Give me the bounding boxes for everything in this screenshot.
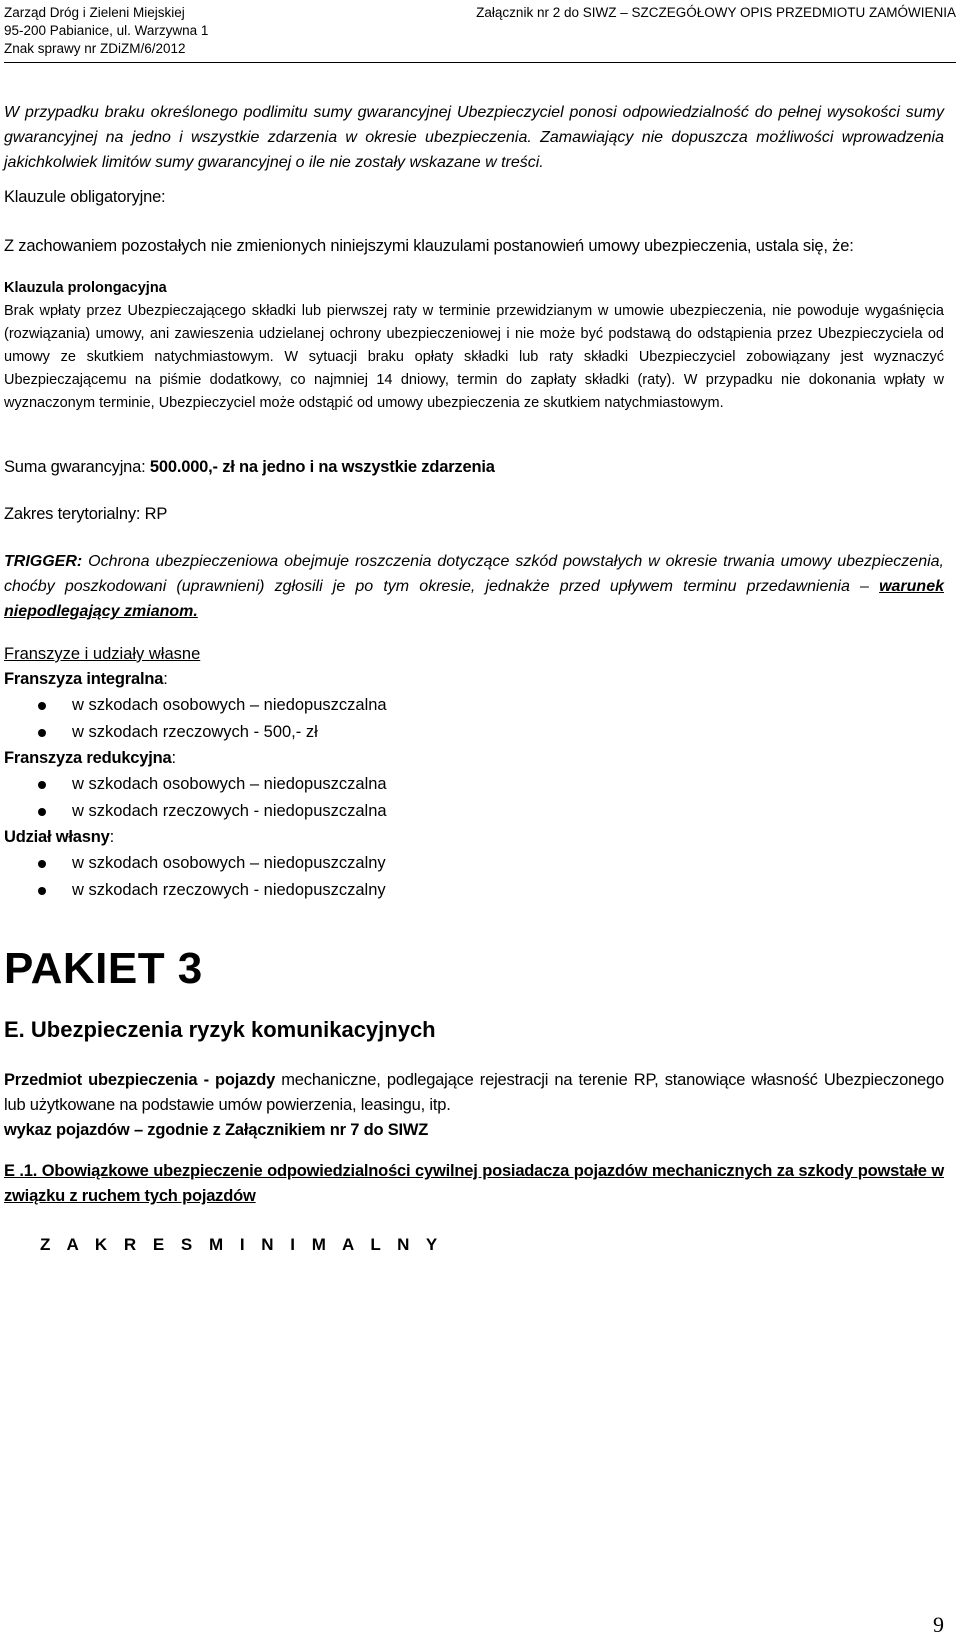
franszyza-list — [4, 850, 944, 904]
header-issuer-line: 95-200 Pabianice, ul. Warzywna 1 — [4, 23, 209, 38]
bullet-icon — [38, 808, 46, 816]
page-content — [4, 100, 944, 1255]
bullet-icon — [38, 729, 46, 737]
franszyza-list — [4, 692, 944, 746]
prolong-heading: Klauzula prolongacyjna — [4, 280, 167, 296]
header-issuer-line: Znak sprawy nr ZDiZM/6/2012 — [4, 41, 186, 56]
list-item — [4, 692, 944, 719]
list-item-text: w szkodach osobowych – niedopuszczalny — [72, 854, 386, 872]
intro-paragraph: W przypadku braku określonego podlimitu sumy gwarancyjnej Ubezpieczyciel ponosi odpowiedzialność do pełnej wysokości sumy gwarancyjnej na jedno i wszystkie zdarzenia w okresie ubezpieczenia. Zamawiający nie dopuszcza możliwości wprowadzenia jakichkolwiek limitów sumy gwarancyjnej o ile nie zostały wskazane w treści. — [4, 104, 944, 171]
przedmiot-text: mechaniczne, podlegające rejestracji na terenie RP, stanowiące własność Ubezpieczonego lub użytkowane na podstawie umów powierzenia, leasingu, itp. — [4, 1071, 944, 1114]
group-title-bold: Udział własny — [4, 828, 110, 846]
przedmiot-bold: Przedmiot ubezpieczenia - pojazdy — [4, 1071, 276, 1089]
group-title-suffix: : — [171, 749, 176, 767]
list-item-text: w szkodach rzeczowych - niedopuszczalna — [72, 802, 387, 820]
franszyza-group-title — [4, 746, 944, 771]
franszyza-list — [4, 771, 944, 825]
page-number: 9 — [933, 1612, 944, 1637]
group-title-bold: Franszyza redukcyjna — [4, 749, 172, 767]
list-item-text: w szkodach rzeczowych - niedopuszczalny — [72, 881, 386, 899]
franszyza-group — [4, 825, 944, 904]
franszyza-group — [4, 746, 944, 825]
list-item — [4, 877, 944, 904]
header-issuer — [4, 4, 208, 58]
header-attachment-title: Załącznik nr 2 do SIWZ – SZCZEGÓŁOWY OPIS PRZEDMIOTU ZAMÓWIENIA — [476, 5, 956, 20]
wykaz-line: wykaz pojazdów – zgodnie z Załącznikiem nr 7 do SIWZ — [4, 1121, 429, 1139]
suma-value: 500.000,- zł na jedno i na wszystkie zdarzenia — [149, 458, 495, 476]
klauzule-heading: Klauzule obligatoryjne: — [4, 188, 166, 206]
list-item-text: w szkodach osobowych – niedopuszczalna — [72, 696, 387, 714]
list-item — [4, 719, 944, 746]
franszyza-group-title — [4, 825, 944, 850]
section-e-heading: E. Ubezpieczenia ryzyk komunikacyjnych — [4, 1017, 436, 1042]
bullet-icon — [38, 781, 46, 789]
prolong-text: Brak wpłaty przez Ubezpieczającego składki lub pierwszej raty w terminie przewidzianym w umowie ubezpieczenia, nie powoduje wygaśnięcia (rozwiązania) umowy, ani zawieszenia udzielanej ochrony ubezpieczeniowej i nie może być podstawą do odstąpienia przez Ubezpieczyciela od umowy ze skutkiem natychmiastowym. W sytuacji braku opłaty składki lub raty składki Ubezpieczyciel zobowiązany jest wyznaczyć Ubezpieczającemu na piśmie dodatkowy, co najmniej 14 dniowy, termin do zapłaty składki (raty). W przypadku nie dokonania wpłaty w wyznaczonym terminie, Ubezpieczyciel może odstąpić od umowy ubezpieczenia ze skutkiem natychmiastowym. — [4, 303, 944, 411]
trigger-label: TRIGGER: — [4, 553, 83, 570]
trigger-bold: warunek niepodlegający zmianom. — [4, 578, 944, 620]
franszyze-heading: Franszyze i udziały własne — [4, 645, 201, 663]
page-header — [4, 4, 956, 63]
franszyza-group — [4, 667, 944, 746]
przedmiot-paragraph — [4, 1068, 944, 1118]
trigger-text: Ochrona ubezpieczeniowa obejmuje roszczenia dotyczące szkód powstałych w okresie trwania umowy ubezpieczenia, choćby poszkodowani (uprawnieni) zgłosili je po tym okresie, jednakże przed upływem terminu przedawnienia – — [4, 553, 944, 595]
bullet-icon — [38, 887, 46, 895]
list-item-text: w szkodach osobowych – niedopuszczalna — [72, 775, 387, 793]
e1-heading: E .1. Obowiązkowe ubezpieczenie odpowiedzialności cywilnej posiadacza pojazdów mechanicznych za szkody powstałe w związku z ruchem tych pojazdów — [4, 1162, 944, 1205]
zakres-terytorialny: Zakres terytorialny: RP — [4, 505, 168, 523]
bullet-icon — [38, 860, 46, 868]
franszyza-group-title — [4, 667, 944, 692]
pakiet-heading: PAKIET 3 — [4, 944, 203, 993]
group-title-bold: Franszyza integralna — [4, 670, 164, 688]
trigger-paragraph — [4, 549, 944, 624]
list-item — [4, 850, 944, 877]
group-title-suffix: : — [109, 828, 114, 846]
bullet-icon — [38, 702, 46, 710]
zakres-minimalny: Z A K R E S M I N I M A L N Y — [40, 1235, 444, 1254]
header-issuer-line: Zarząd Dróg i Zieleni Miejskiej — [4, 5, 185, 20]
suma-line — [4, 455, 944, 480]
list-item — [4, 771, 944, 798]
list-item — [4, 798, 944, 825]
klauzule-intro: Z zachowaniem pozostałych nie zmienionych niniejszymi klauzulami postanowień umowy ubezpieczenia, ustala się, że: — [4, 237, 854, 255]
group-title-suffix: : — [163, 670, 168, 688]
list-item-text: w szkodach rzeczowych - 500,- zł — [72, 723, 318, 741]
suma-label: Suma gwarancyjna: — [4, 458, 150, 476]
